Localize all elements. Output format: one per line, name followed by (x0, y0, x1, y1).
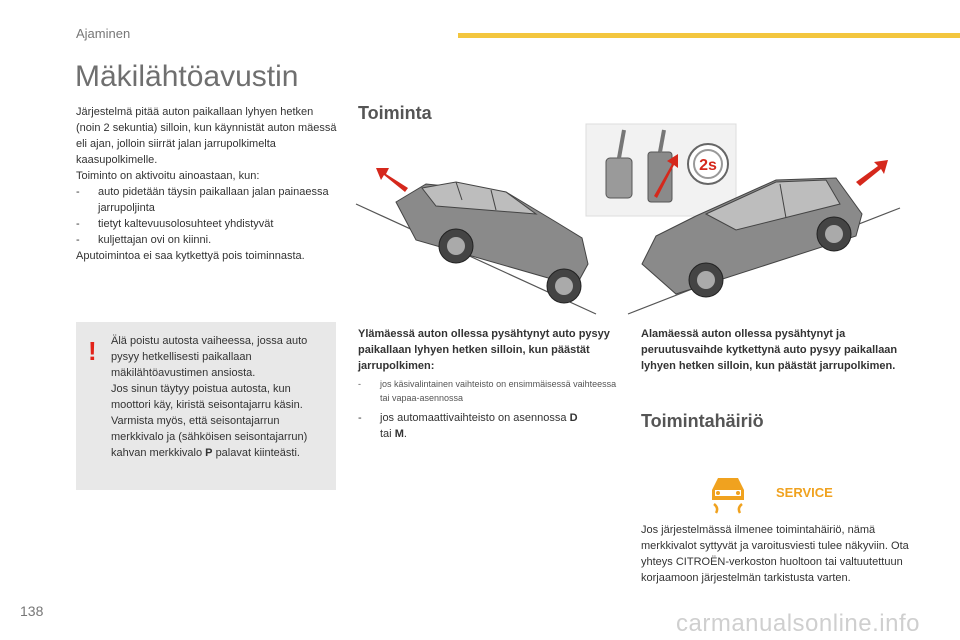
warning-bold-p: P (205, 447, 213, 459)
list-item: - tietyt kaltevuusolosuhteet yhdistyvät (76, 218, 274, 230)
warning-text-a: Älä poistu autosta vaiheessa, jossa auto pysyy hetkellisesti paikallaan mäkilähtöavustimen ansiosta. (111, 335, 308, 379)
intro-condition: Toiminto on aktivoitu ainoastaan, kun: (76, 170, 260, 182)
list-item-text: jos automaattivaihteisto on asennossa D tai M. (380, 412, 578, 440)
service-icon (776, 485, 833, 500)
list-item-text: kuljettajan ovi on kiinni. (98, 234, 212, 246)
service-label: SERVICE (776, 485, 833, 500)
warning-box (76, 322, 336, 490)
intro-note: Aputoimintoa ei saa kytkettyä pois toiminnasta. (76, 250, 305, 262)
list-item: - jos automaattivaihteisto on asennossa D tai M. (358, 412, 578, 440)
page-number: 138 (20, 603, 44, 619)
timer-2s-icon (688, 144, 728, 184)
list-item: - auto pidetään täysin paikallaan jalan painaessa jarrupoljinta (76, 184, 338, 216)
car-skid-icon (712, 478, 744, 513)
list-item: - kuljettajan ovi on kiinni. (76, 234, 212, 246)
uphill-title: Ylämäessä auton ollessa pysähtynyt auto pysyy paikallaan lyhyen hetken silloin, kun päästät jarrupolkimen: (358, 328, 610, 372)
heading-toimintahairio: Toimintahäiriö (641, 411, 764, 431)
page-title: Mäkilähtöavustin (75, 60, 299, 93)
section-label: Ajaminen (76, 26, 131, 41)
list-item-text: auto pidetään täysin paikallaan jalan painaessa jarrupoljinta (98, 186, 329, 214)
hill-start-illustration (356, 118, 904, 318)
warning-text-c: palavat kiinteästi. (215, 447, 300, 459)
car-left-icon (396, 182, 588, 303)
downhill-column (641, 326, 901, 374)
watermark: carmanualsonline.info (676, 610, 920, 637)
list-item: - jos käsivalintainen vaihteisto on ensimmäisessä vaihteessa tai vapaa-asennossa (358, 377, 626, 405)
accent-bar (458, 33, 960, 38)
fault-text: Jos järjestelmässä ilmenee toimintahäiriö, nämä merkkivalot syttyvät ja varoitusviesti tulee näkyviin. Ota yhteys CITROËN-verkoston huoltoon tai valtuutettuun korjaamoon järjestelmän tarkistusta varten. (641, 524, 909, 584)
pedal-inset (586, 124, 736, 216)
heading-toiminta: Toiminta (358, 103, 432, 123)
arrow-icon (376, 168, 408, 192)
warning-text (111, 333, 333, 461)
fault-indicator-icons (706, 470, 833, 514)
exclamation-icon: ! (88, 336, 97, 366)
warning-text-b: Jos sinun täytyy poistua autosta, kun moottori käy, kiristä seisontajarru käsin. Varmista myös, että seisontajarrun merkkivalo ja (sähköisen seisontajarrun) kahvan merkkivalo (111, 383, 308, 459)
intro-paragraph: Järjestelmä pitää auton paikallaan lyhyen hetken (noin 2 sekuntia) silloin, kun käynnistät auton mäessä eli ajan, jolloin siirrät jalan jarrupolkimelta kaasupolkimelle. (76, 106, 337, 166)
list-item-text: tietyt kaltevuusolosuhteet yhdistyvät (98, 218, 274, 230)
uphill-column (358, 326, 626, 442)
list-item-text: jos käsivalintainen vaihteisto on ensimmäisessä vaihteessa tai vapaa-asennossa (380, 379, 617, 403)
arrow-icon (856, 160, 888, 186)
downhill-title: Alamäessä auton ollessa pysähtynyt ja peruutusvaihde kytkettynä auto pysyy paikallaan lyhyen hetken silloin, kun päästät jarrupolkimen. (641, 328, 898, 372)
timer-2s-label: 2s (699, 157, 717, 174)
intro-text (76, 104, 338, 264)
